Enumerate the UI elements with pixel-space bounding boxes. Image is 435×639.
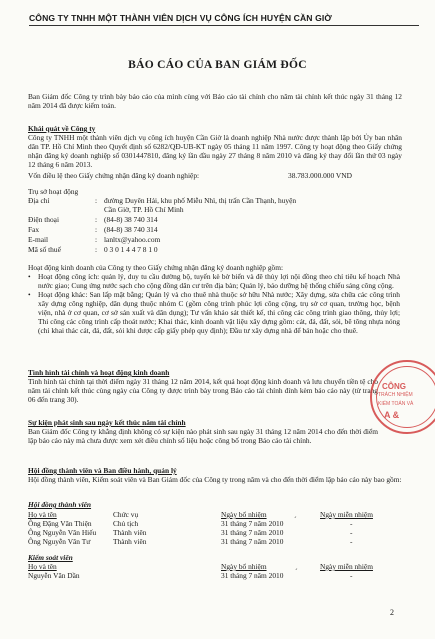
address-value: đường Duyên Hải, khu phố Miễu Nhì, thị trấn Cần Thạnh, huyện Cần Giờ, TP. Hồ Chí Minh bbox=[104, 196, 297, 215]
handwritten-tick-mark: ˊ bbox=[293, 516, 297, 525]
fax-colon: : bbox=[95, 225, 98, 234]
member-appointed: 31 tháng 7 năm 2010 bbox=[221, 519, 284, 528]
activities-list bbox=[28, 272, 400, 335]
tax-colon: : bbox=[95, 245, 98, 254]
phone-value: (84-8) 38 740 314 bbox=[104, 215, 158, 224]
col-appointed: Ngày bổ nhiệm bbox=[221, 510, 267, 519]
col-appointed: Ngày bổ nhiệm bbox=[221, 562, 267, 571]
address-label: Địa chỉ bbox=[28, 196, 50, 205]
report-title: BÁO CÁO CỦA BAN GIÁM ĐỐC bbox=[128, 59, 307, 71]
page-number: 2 bbox=[390, 608, 394, 617]
controller-name: Nguyễn Văn Dần bbox=[28, 571, 80, 580]
col-name: Họ và tên bbox=[28, 562, 57, 571]
board-paragraph: Hội đồng thành viên, Kiểm soát viên và Ban Giám đốc của Công ty trong năm và cho đến thời điểm lập báo cáo này bao gồm: bbox=[28, 475, 402, 484]
tax-value: 0 3 0 1 4 4 7 8 1 0 bbox=[104, 245, 158, 254]
email-label: E-mail bbox=[28, 235, 49, 244]
member-appointed: 31 tháng 7 năm 2010 bbox=[221, 537, 284, 546]
member-dismissed: - bbox=[350, 528, 353, 537]
events-paragraph: Ban Giám đốc Công ty khẳng định không có sự kiện nào phát sinh sau ngày 31 tháng 12 năm 2014 cho đến thời điểm lập báo cáo này mà chưa được xem xét điều chỉnh số liệu hoặc công bố trong Báo cáo tài chính. bbox=[28, 427, 378, 446]
member-dismissed: - bbox=[350, 519, 353, 528]
office-heading: Trụ sở hoạt động bbox=[28, 187, 79, 196]
company-stamp bbox=[370, 360, 435, 434]
stamp-text: TRÁCH NHIỆM bbox=[378, 392, 413, 398]
email-colon: : bbox=[95, 235, 98, 244]
phone-colon: : bbox=[95, 215, 98, 224]
phone-label: Điện thoại bbox=[28, 215, 59, 224]
stamp-text: A & bbox=[384, 410, 400, 420]
events-heading: Sự kiện phát sinh sau ngày kết thúc năm tài chính bbox=[28, 418, 186, 427]
controller-dismissed: - bbox=[350, 571, 353, 580]
controller-heading: Kiểm soát viên bbox=[28, 553, 73, 562]
fax-value: (84-8) 38 740 314 bbox=[104, 225, 158, 234]
members-heading: Hội đồng thành viên bbox=[28, 500, 92, 509]
member-appointed: 31 tháng 7 năm 2010 bbox=[221, 528, 284, 537]
member-name: Ông Nguyễn Văn Tư bbox=[28, 537, 91, 546]
intro-paragraph: Ban Giám đốc Công ty trình bày báo cáo của mình cùng với Báo cáo tài chính cho năm tài chính kết thúc ngày 31 tháng 12 năm 2014 đã được kiểm toán. bbox=[28, 92, 402, 111]
member-position: Chủ tịch bbox=[113, 519, 139, 528]
board-heading: Hội đồng thành viên và Ban điều hành, quản lý bbox=[28, 466, 177, 475]
email-value: lanltx@yahoo.com bbox=[104, 235, 161, 244]
controller-appointed: 31 tháng 7 năm 2010 bbox=[221, 571, 284, 580]
activities-intro: Hoạt động kinh doanh của Công ty theo Giấy chứng nhận đăng ký doanh nghiệp gồm: bbox=[28, 263, 284, 272]
fax-label: Fax bbox=[28, 225, 40, 234]
stamp-text: CÔNG bbox=[382, 382, 406, 391]
tax-label: Mã số thuế bbox=[28, 245, 61, 254]
member-name: Ông Nguyễn Văn Hiếu bbox=[28, 528, 97, 537]
member-position: Thành viên bbox=[113, 528, 147, 537]
financial-paragraph: Tình hình tài chính tại thời điểm ngày 31 tháng 12 năm 2014, kết quả hoạt động kinh doanh và lưu chuyển tiền tệ cho năm tài chính kết thúc cùng ngày của Công ty được trình bày trong Báo cáo tài chính đính kèm báo cáo này (từ trang 06 đến trang 30). bbox=[28, 377, 378, 405]
capital-value: 38.783.000.000 VND bbox=[288, 171, 352, 180]
col-position: Chức vụ bbox=[113, 510, 139, 519]
capital-label: Vốn điều lệ theo Giấy chứng nhận đăng ký doanh nghiệp: bbox=[28, 171, 200, 180]
company-header: CÔNG TY TNHH MỘT THÀNH VIÊN DỊCH VỤ CÔNG ÍCH HUYỆN CẦN GIỜ bbox=[29, 13, 419, 26]
address-colon: : bbox=[95, 196, 98, 205]
overview-heading: Khái quát về Công ty bbox=[28, 124, 96, 133]
handwritten-tick-mark: ˊ bbox=[294, 568, 298, 577]
member-position: Thành viên bbox=[113, 537, 147, 546]
financial-heading: Tình hình tài chính và hoạt động kinh doanh bbox=[28, 368, 170, 377]
overview-paragraph: Công ty TNHH một thành viên dịch vụ công ích huyện Cần Giờ là doanh nghiệp Nhà nước được thành lập bởi Ủy ban nhân dân TP. Hồ Chí Minh theo Quyết định số 6282/QĐ-UB-KT ngày 05 tháng 11 năm 1997. Công ty hoạt động theo Giấy chứng nhận đăng ký doanh nghiệp số 0301447810, đăng ký lần đầu ngày 27 tháng 8 năm 2010 và đăng ký thay đổi lần thứ 03 ngày 12 tháng 6 năm 2013. bbox=[28, 133, 402, 170]
stamp-text: KIỂM TOÁN VÀ bbox=[378, 401, 414, 407]
col-dismissed: Ngày miễn nhiệm bbox=[320, 562, 373, 571]
member-name: Ông Đặng Văn Thiện bbox=[28, 519, 92, 528]
member-dismissed: - bbox=[350, 537, 353, 546]
col-dismissed: Ngày miễn nhiệm bbox=[320, 510, 373, 519]
col-name: Họ và tên bbox=[28, 510, 57, 519]
list-item: • Hoạt động công ích: quản lý, duy tu cầu đường bộ, tuyến kè bờ biển và đê thủy lợi nội đồng theo chỉ tiêu kế hoạch Nhà nước giao; Cung ứng nước sạch cho cộng đồng dân cư trên địa bàn; Quản lý, bảo dưỡng hệ thống chiếu sáng công cộng. bbox=[28, 272, 400, 290]
list-item: • Hoạt động khác: San lấp mặt bằng; Quản lý và cho thuê nhà thuộc sở hữu Nhà nước; Xây dựng, sửa chữa các công trình xây dựng công nghiệp, dân dụng thuộc nhóm C (gồm công trình phúc lợi công cộng, trụ sở cơ quan, trường học, bệnh viện, nhà ở cơ quan, cơ sở sản xuất và dân dụng); Tư vấn khảo sát thiết kế, thi công các công trình giao thông, thủy lợi; Thi công các công trình cấp thoát nước; Khai thác, kinh doanh vật liệu xây dựng gồm: cát, đá, đất, sỏi, bê tông nhựa nóng (chỉ khai thác cát, đá, đất, sỏi khi được cấp giấy phép quy định); Đầu tư xây dựng nhà để bán hoặc cho thuê. bbox=[28, 290, 400, 335]
